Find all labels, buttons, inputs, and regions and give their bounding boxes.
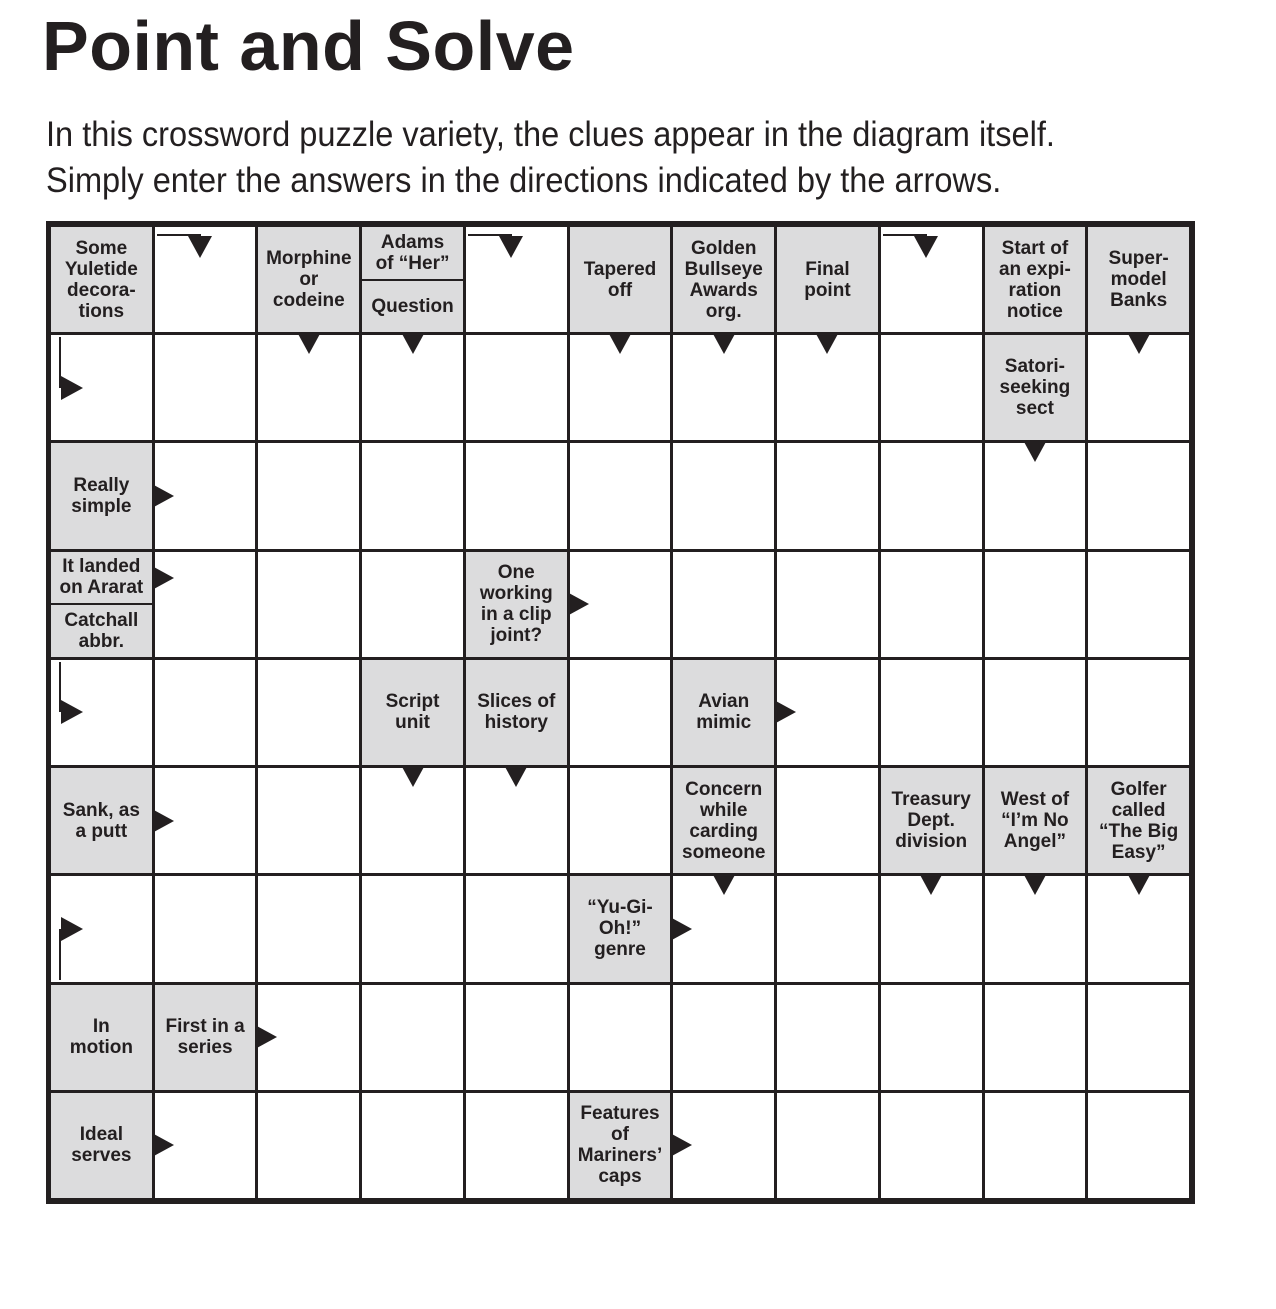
arrow-right-icon [774,700,796,724]
answer-cell[interactable] [466,985,567,1090]
clue-cell [51,768,152,873]
answer-cell[interactable] [51,335,152,440]
clue-text: Features of Mariners’ caps [577,1103,663,1188]
crossword-board [46,221,1195,1204]
clue-half [51,552,152,604]
answer-cell[interactable] [1088,1093,1189,1198]
clue-text: Ideal serves [71,1124,132,1167]
answer-cell[interactable] [985,552,1086,657]
answer-cell[interactable] [466,227,567,332]
clue-text: Catchall abbr. [64,610,139,653]
split-clue-cell [51,552,152,657]
clue-cell [985,335,1086,440]
arrow-down-icon [188,236,212,258]
answer-cell[interactable] [1088,985,1189,1090]
answer-cell[interactable] [985,660,1086,765]
clue-text: Question [371,295,454,317]
answer-cell[interactable] [362,876,463,981]
clue-text: Golden Bullseye Awards org. [684,237,763,322]
answer-cell[interactable] [985,1093,1086,1198]
answer-cell[interactable] [881,552,982,657]
arrow-down-icon [504,765,528,787]
answer-cell[interactable] [466,443,567,548]
arrow-right-icon [152,566,174,590]
clue-cell [985,768,1086,873]
clue-cell [985,227,1086,332]
answer-cell[interactable] [673,552,774,657]
arrow-down-icon [1023,440,1047,462]
arrow-down-icon [608,332,632,354]
clue-half [362,281,463,333]
answer-cell[interactable] [258,552,359,657]
clue-text: Some Yuletide decora- tions [64,237,138,322]
clue-cell [51,443,152,548]
clue-text: Super- model Banks [1108,248,1169,312]
answer-cell[interactable] [466,335,567,440]
arrow-right-icon [567,592,589,616]
answer-cell[interactable] [777,768,878,873]
answer-cell[interactable] [1088,443,1189,548]
arrow-down-icon [297,332,321,354]
answer-cell[interactable] [258,876,359,981]
clue-cell [570,1093,671,1198]
clue-text: Final point [804,258,851,301]
instructions-line-1: In this crossword puzzle variety, the clues appear in the diagram itself. [46,115,1055,154]
clue-text: Satori- seeking sect [999,356,1071,420]
split-clue-cell [362,227,463,332]
answer-cell[interactable] [258,660,359,765]
answer-cell[interactable] [673,985,774,1090]
answer-cell[interactable] [881,335,982,440]
arrow-down-icon [712,332,736,354]
clue-cell [1088,227,1189,332]
clue-cell [673,768,774,873]
clue-cell [258,227,359,332]
clue-text: It landed on Ararat [59,556,144,599]
clue-text: “Yu-Gi- Oh!” genre [587,897,653,961]
clue-text: One working in a clip joint? [479,562,553,647]
answer-cell[interactable] [1088,552,1189,657]
answer-cell[interactable] [258,768,359,873]
answer-cell[interactable] [155,876,256,981]
arrow-down-icon [1023,873,1047,895]
answer-cell[interactable] [258,443,359,548]
answer-cell[interactable] [1088,660,1189,765]
answer-cell[interactable] [777,1093,878,1198]
clue-text: Sank, as a putt [62,799,140,842]
answer-cell[interactable] [881,227,982,332]
arrow-right-icon [61,700,83,724]
puzzle-title: Point and Solve [42,7,575,85]
answer-cell[interactable] [985,985,1086,1090]
arrow-down-icon [919,873,943,895]
answer-cell[interactable] [155,660,256,765]
arrow-right-icon [670,917,692,941]
arrow-down-icon [815,332,839,354]
answer-cell[interactable] [881,660,982,765]
clue-cell [777,227,878,332]
arrow-right-icon [255,1025,277,1049]
instructions [46,112,1176,204]
answer-cell[interactable] [881,443,982,548]
answer-cell[interactable] [570,768,671,873]
answer-cell[interactable] [51,660,152,765]
answer-cell[interactable] [777,876,878,981]
arrow-right-icon [61,376,83,400]
arrow-right-icon [152,484,174,508]
clue-cell [51,1093,152,1198]
clue-text: Golfer called “The Big Easy” [1099,778,1179,863]
answer-cell[interactable] [777,985,878,1090]
clue-cell [51,985,152,1090]
clue-text: Treasury Dept. division [891,789,971,853]
clue-cell [881,768,982,873]
arrow-down-icon [914,236,938,258]
arrow-down-icon [499,236,523,258]
arrow-down-icon [401,332,425,354]
clue-text: Script unit [385,691,440,734]
clue-text: Avian mimic [696,691,752,734]
answer-cell[interactable] [466,876,567,981]
clue-cell [466,660,567,765]
clue-text: Slices of history [477,691,556,734]
clue-text: West of “I’m No Angel” [1000,789,1070,853]
answer-cell[interactable] [777,443,878,548]
answer-cell[interactable] [155,227,256,332]
answer-cell[interactable] [777,552,878,657]
clue-text: Morphine or codeine [266,248,352,312]
answer-cell[interactable] [51,876,152,981]
arrow-down-icon [1127,332,1151,354]
clue-cell [570,876,671,981]
clue-cell [362,660,463,765]
clue-text: Concern while carding someone [682,778,766,863]
answer-cell[interactable] [258,1093,359,1198]
clue-cell [155,985,256,1090]
answer-cell[interactable] [570,660,671,765]
arrow-right-icon [61,917,83,941]
answer-cell[interactable] [881,985,982,1090]
clue-half [362,227,463,279]
arrow-right-icon [152,809,174,833]
clue-cell [51,227,152,332]
clue-text: Really simple [71,475,132,518]
clue-cell [673,660,774,765]
instructions-line-2: Simply enter the answers in the directions indicated by the arrows. [46,161,1002,200]
answer-cell[interactable] [362,985,463,1090]
answer-cell[interactable] [362,443,463,548]
answer-cell[interactable] [466,1093,567,1198]
answer-cell[interactable] [362,1093,463,1198]
clue-text: In motion [69,1016,134,1059]
clue-text: Tapered off [583,258,657,301]
crossword-grid [51,227,1189,1198]
arrow-right-icon [152,1133,174,1157]
arrow-down-icon [401,765,425,787]
answer-cell[interactable] [881,1093,982,1198]
clue-text: Adams of “Her” [375,231,450,274]
arrow-down-icon [712,873,736,895]
clue-text: First in a series [165,1016,245,1059]
clue-cell [466,552,567,657]
arrow-right-icon [670,1133,692,1157]
clue-half [51,605,152,657]
answer-cell[interactable] [570,443,671,548]
answer-cell[interactable] [570,985,671,1090]
answer-cell[interactable] [155,335,256,440]
clue-cell [1088,768,1189,873]
answer-cell[interactable] [673,443,774,548]
clue-text: Start of an expi- ration notice [998,237,1071,322]
clue-cell [673,227,774,332]
arrow-down-icon [1127,873,1151,895]
clue-cell [570,227,671,332]
answer-cell[interactable] [362,552,463,657]
